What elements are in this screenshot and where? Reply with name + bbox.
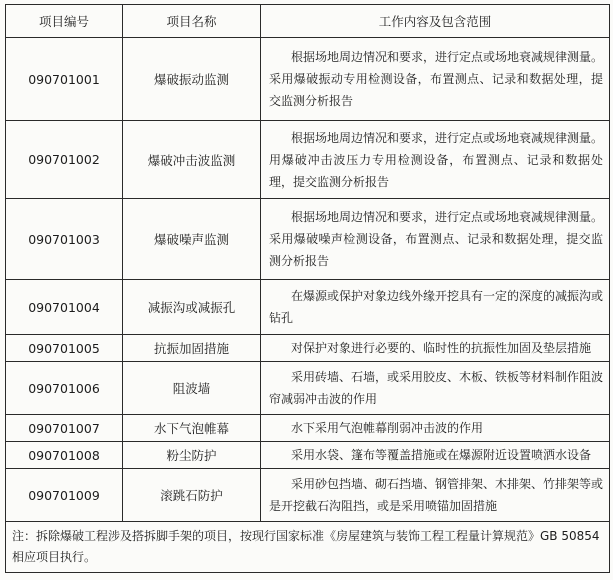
item-desc-cell bbox=[261, 362, 610, 415]
item-desc: 采用水袋、篷布等覆盖措施或在爆源附近设置喷洒水设备 bbox=[291, 448, 592, 462]
table-row bbox=[6, 335, 610, 362]
item-desc-cell bbox=[261, 335, 610, 362]
item-desc-cell bbox=[261, 38, 610, 121]
item-desc: 根据场地周边情况和要求，进行定点或场地衰减规律测量。采用爆破噪声检测设备，布置测点、记录和数据处理，提交监测分析报告 bbox=[269, 210, 604, 268]
note-row bbox=[6, 522, 610, 573]
header-row bbox=[6, 5, 610, 38]
item-name: 阻波墙 bbox=[123, 362, 261, 415]
item-code: 090701008 bbox=[6, 442, 123, 469]
item-desc-cell bbox=[261, 280, 610, 335]
item-name: 爆破冲击波监测 bbox=[123, 121, 261, 199]
item-desc-cell bbox=[261, 199, 610, 280]
item-desc-cell bbox=[261, 442, 610, 469]
item-desc: 在爆源或保护对象边线外缘开挖具有一定的深度的减振沟或钻孔 bbox=[269, 289, 604, 325]
header-name: 项目名称 bbox=[123, 5, 261, 38]
item-code: 090701003 bbox=[6, 199, 123, 280]
item-name: 减振沟或减振孔 bbox=[123, 280, 261, 335]
item-desc-cell bbox=[261, 121, 610, 199]
item-desc: 水下采用气泡帷幕削弱冲击波的作用 bbox=[291, 421, 484, 435]
table-row bbox=[6, 415, 610, 442]
work-item-table bbox=[5, 4, 610, 573]
item-desc: 采用砂包挡墙、砌石挡墙、钢管排架、木排架、竹排架等或是开挖截石沟阻挡，或是采用喷锚加固措施 bbox=[269, 477, 604, 513]
table-row bbox=[6, 199, 610, 280]
item-code: 090701002 bbox=[6, 121, 123, 199]
table-row bbox=[6, 38, 610, 121]
item-desc-cell bbox=[261, 469, 610, 522]
item-name: 水下气泡帷幕 bbox=[123, 415, 261, 442]
item-code: 090701004 bbox=[6, 280, 123, 335]
item-code: 090701005 bbox=[6, 335, 123, 362]
table-row bbox=[6, 362, 610, 415]
header-code: 项目编号 bbox=[6, 5, 123, 38]
item-name: 滚跳石防护 bbox=[123, 469, 261, 522]
item-code: 090701006 bbox=[6, 362, 123, 415]
item-name: 爆破振动监测 bbox=[123, 38, 261, 121]
header-desc: 工作内容及包含范围 bbox=[261, 5, 610, 38]
table-note: 注：拆除爆破工程涉及搭拆脚手架的项目，按现行国家标准《房屋建筑与装饰工程工程量计算规范》GB 50854 相应项目执行。 bbox=[6, 522, 610, 573]
item-desc: 根据场地周边情况和要求，进行定点或场地衰减规律测量。采用爆破振动专用检测设备，布置测点、记录和数据处理，提交监测分析报告 bbox=[269, 50, 604, 108]
item-code: 090701007 bbox=[6, 415, 123, 442]
item-name: 粉尘防护 bbox=[123, 442, 261, 469]
table-row bbox=[6, 469, 610, 522]
item-desc: 对保护对象进行必要的、临时性的抗振性加固及垫层措施 bbox=[291, 341, 592, 355]
item-code: 090701001 bbox=[6, 38, 123, 121]
item-name: 抗振加固措施 bbox=[123, 335, 261, 362]
table-row bbox=[6, 442, 610, 469]
table-row bbox=[6, 121, 610, 199]
item-name: 爆破噪声监测 bbox=[123, 199, 261, 280]
item-desc-cell bbox=[261, 415, 610, 442]
item-desc: 采用砖墙、石墙，或采用胶皮、木板、铁板等材料制作阻波帘减弱冲击波的作用 bbox=[269, 370, 604, 406]
table-row bbox=[6, 280, 610, 335]
item-desc: 根据场地周边情况和要求，进行定点或场地衰减规律测量。用爆破冲击波压力专用检测设备，布置测点、记录和数据处理，提交监测分析报告 bbox=[269, 130, 604, 189]
item-code: 090701009 bbox=[6, 469, 123, 522]
